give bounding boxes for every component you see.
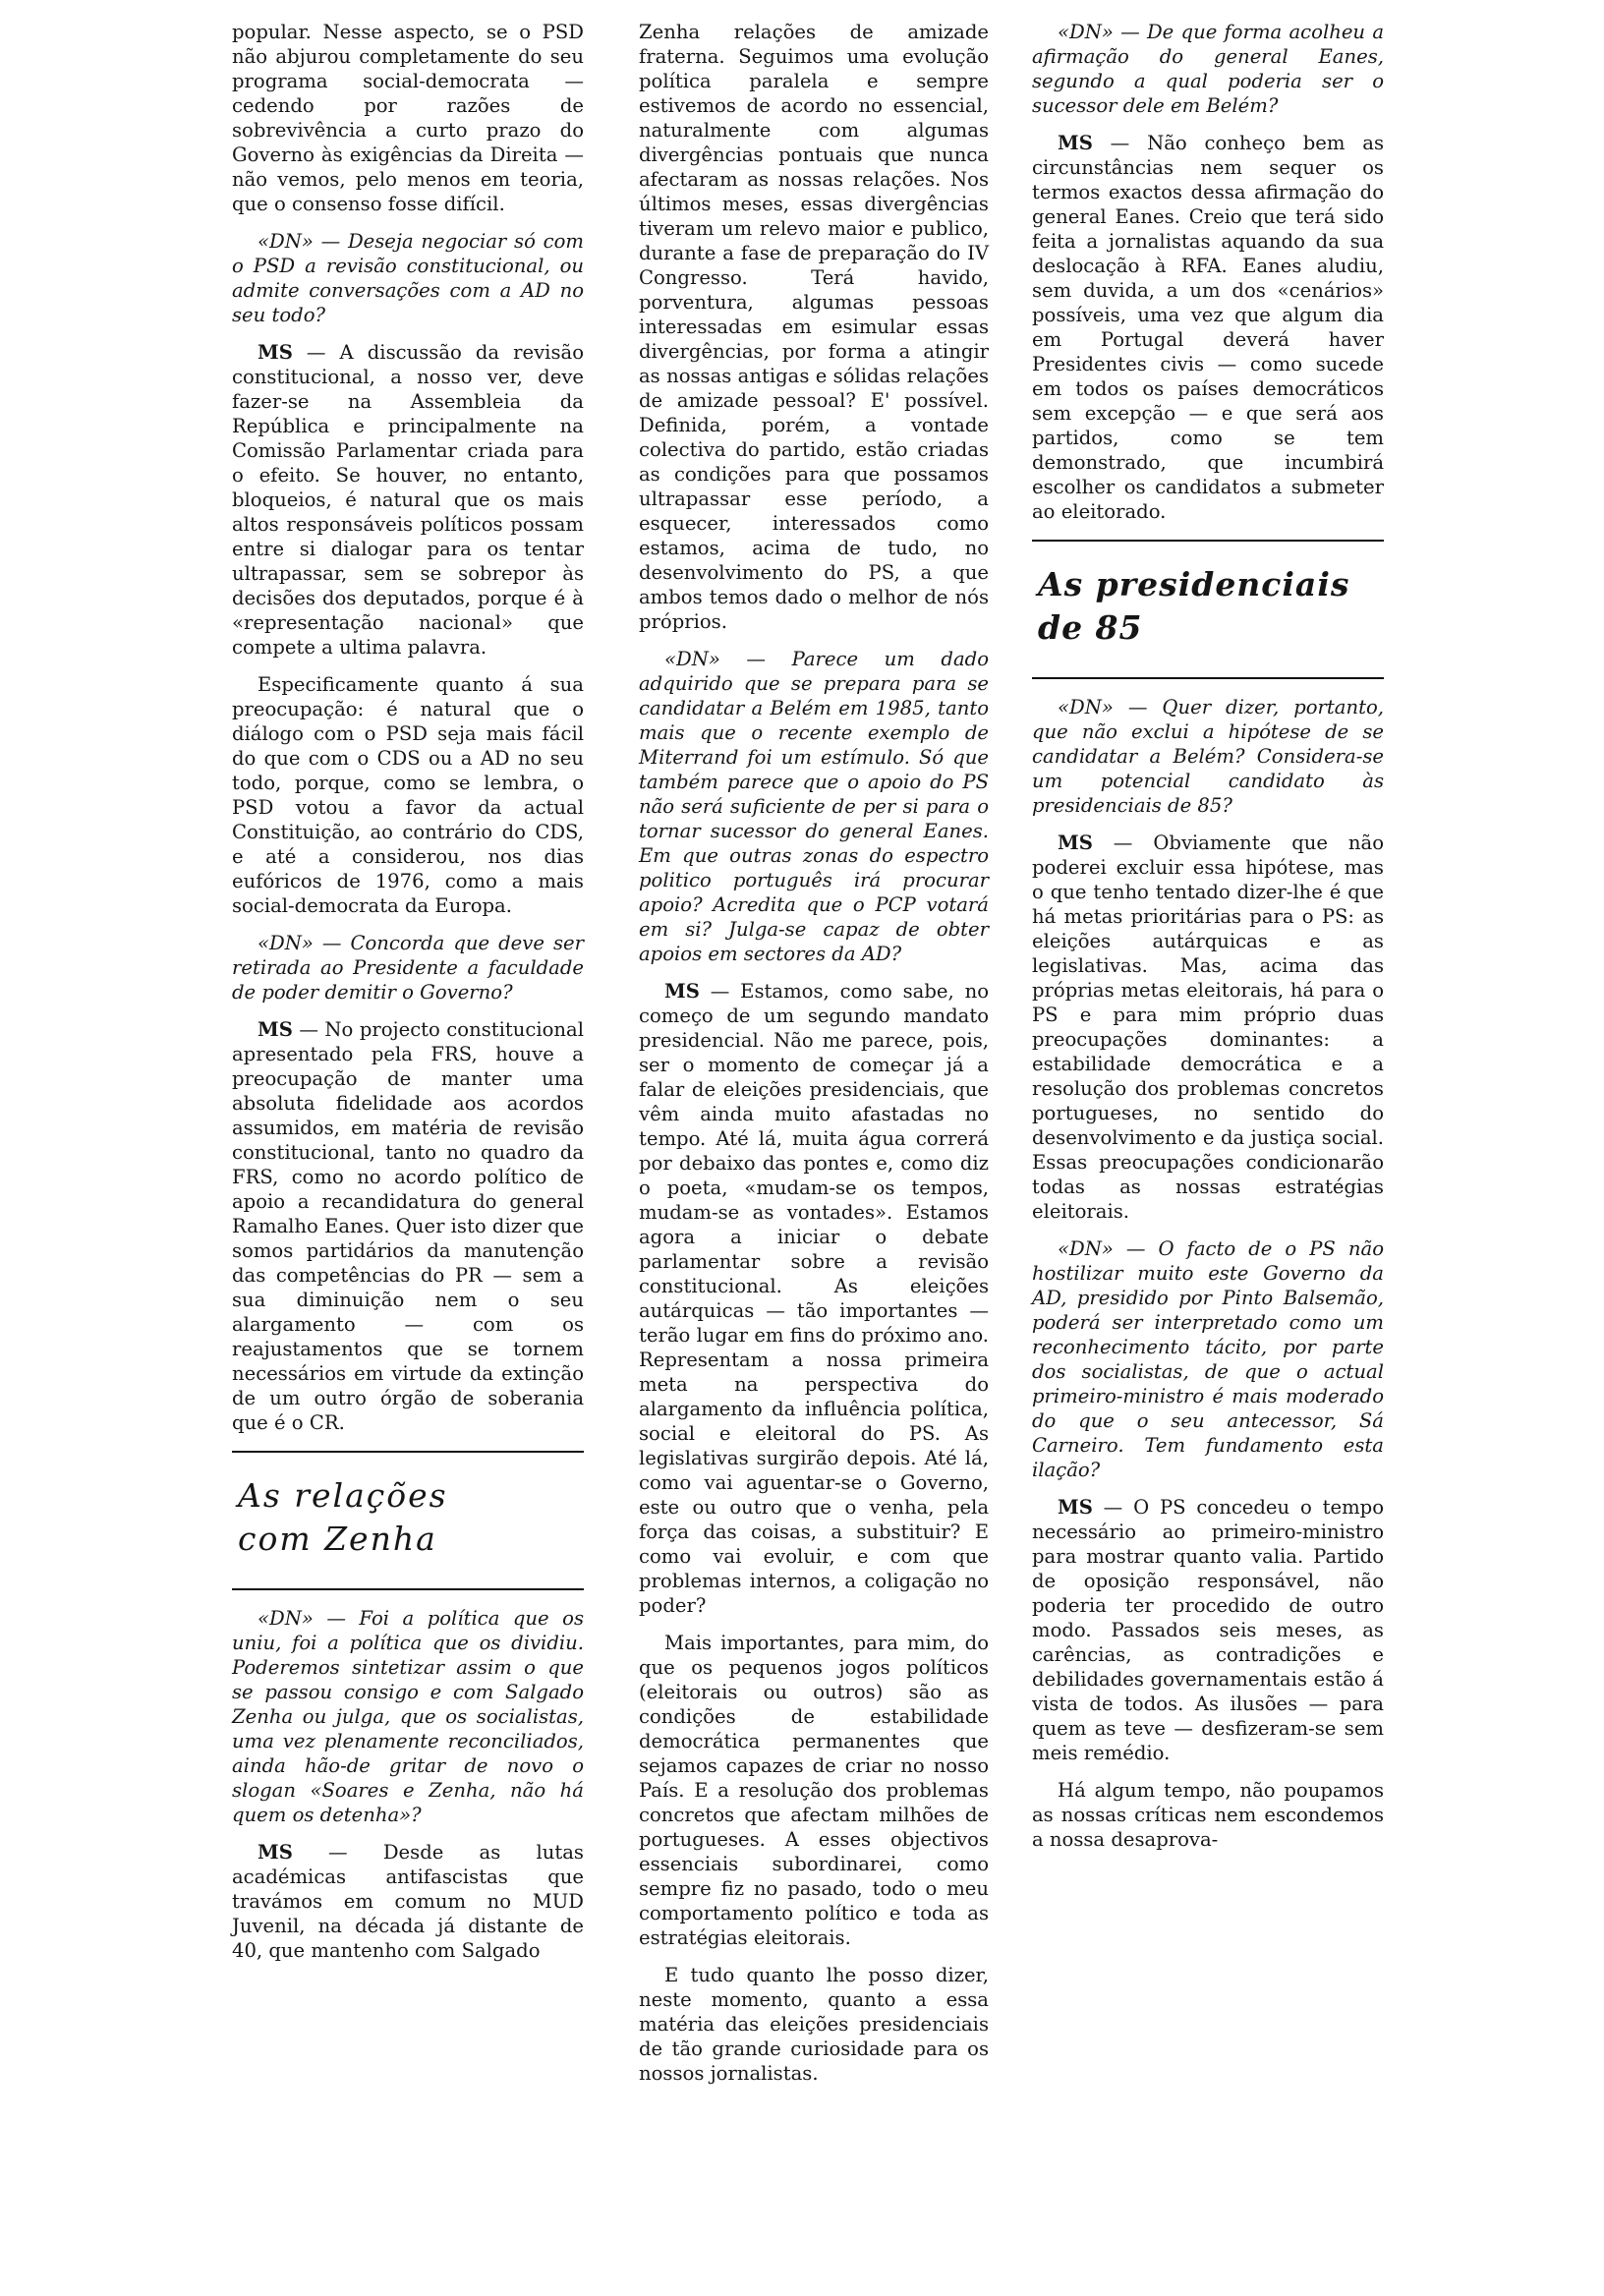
question-paragraph: «DN» — O facto de o PS não hostilizar muito este Governo da AD, presidido por Pinto Balsemão, poderá ser interpretado como um reconhecimento tácito, por parte dos socialistas, de que o actual primeiro-ministro é mais moderado do que o seu antecessor, Sá Carneiro. Tem fundamento esta ilação? [1032, 1237, 1384, 1481]
answer-paragraph: MS — O PS concedeu o tempo necessário ao primeiro-ministro para mostrar quanto valia. Partido de oposição responsável, não poderia ter procedido de outro modo. Passados seis meses, as carências, as contradições e debilidades governamentais estão á vista de todos. As ilusões — para quem as teve — desfizeram-se sem meis remédio. [1032, 1496, 1384, 1764]
heading-line: com Zenha [238, 1520, 437, 1558]
section-rule [232, 1451, 584, 1453]
paragraph: Há algum tempo, não poupamos as nossas críticas nem escondemos a nossa desaprova- [1032, 1779, 1384, 1851]
question-paragraph: «DN» — Foi a política que os uniu, foi a política que os dividiu. Poderemos sintetizar assim o que se passou consigo e com Salgado Zenha ou julga, que os socialistas, uma vez plenamente reconciliados, ainda hão-de gritar de novo o slogan «Soares e Zenha, não há quem os detenha»? [232, 1607, 584, 1826]
paragraph: E tudo quanto lhe posso dizer, neste momento, quanto a essa matéria das eleições presidenciais de tão grande curiosidade para os nossos jornalistas. [639, 1964, 989, 2085]
column-1 [232, 20, 584, 1976]
section-rule [232, 1588, 584, 1590]
paragraph: Zenha relações de amizade fraterna. Seguimos uma evolução política paralela e sempre estivemos de acordo no essencial, naturalmente com algumas divergências pontuais que nunca afectaram as nossas relações. Nos últimos meses, essas divergências tiveram um relevo maior e publico, durante a fase de preparação do IV Congresso. Terá havido, porventura, algumas pessoas interessadas em esimular essas divergências, por forma a atingir as nossas antigas e sólidas relações de amizade pessoal? E' possível. Definida, porém, a vontade colectiva do partido, estão criadas as condições para que possamos ultrapassar esse período, a esquecer, interessados como estamos, acima de tudo, no desenvolvimento do PS, a que ambos temos dado o melhor de nós próprios. [639, 21, 989, 633]
question-paragraph: «DN» — Quer dizer, portanto, que não exclui a hipótese de se candidatar a Belém? Considera-se um potencial candidato às presidenciais de 85? [1032, 696, 1384, 817]
answer-paragraph: MS — Estamos, como sabe, no começo de um segundo mandato presidencial. Não me parece, pois, ser o momento de começar já a falar de eleições presidenciais, que vêm ainda muito afastadas no tempo. Até lá, muita água correrá por debaixo das pontes e, como diz o poeta, «mudam-se os tempos, mudam-se as vontades». Estamos agora a iniciar o debate parlamentar sobre a revisão constitucional. As eleições autárquicas — tão importantes — terão lugar em fins do próximo ano. Representam a nossa primeira meta na perspectiva do alargamento da influência política, social e eleitoral do PS. As legislativas surgirão depois. Até lá, como vai aguentar-se o Governo, este ou outro que o venha, pela força das coisas, a substituir? E como vai evoluir, e com que problemas internos, a coligação no poder? [639, 980, 989, 1617]
paragraph: Especificamente quanto á sua preocupação: é natural que o diálogo com o PSD seja mais fácil do que com o CDS ou a AD no seu todo, porque, como se lembra, o PSD votou a favor da actual Constituição, ao contrário do CDS, e até a considerou, nos dias eufóricos de 1976, como a mais social-democrata da Europa. [232, 673, 584, 917]
column-3 [1032, 20, 1384, 1865]
heading-line: As presidenciais [1038, 565, 1350, 603]
answer-paragraph: MS — Desde as lutas académicas antifascistas que travámos em comum no MUD Juvenil, na década já distante de 40, que mantenho com Salgado [232, 1841, 584, 1962]
question-paragraph: «DN» — Parece um dado adquirido que se prepara para se candidatar a Belém em 1985, tanto mais que o recente exemplo de Miterrand foi um estímulo. Só que também parece que o apoio do PS não será suficiente de per si para o tornar sucessor do general Eanes. Em que outras zonas do espectro politico português irá procurar apoio? Acredita que o PCP votará em si? Julga-se capaz de obter apoios em sectores da AD? [639, 648, 989, 965]
section-rule [1032, 540, 1384, 542]
question-paragraph: «DN» — De que forma acolheu a afirmação do general Eanes, segundo a qual poderia ser o sucessor dele em Belém? [1032, 21, 1384, 117]
section-rule [1032, 677, 1384, 679]
answer-paragraph: MS — No projecto constitucional apresentado pela FRS, houve a preocupação de manter uma absoluta fidelidade aos acordos assumidos, em matéria de revisão constitucional, tanto no quadro da FRS, como no acordo político de apoio a recandidatura do general Ramalho Eanes. Quer isto dizer que somos partidários da manutenção das competências do PR — sem a sua diminuição nem o seu alargamento — com os reajustamentos que se tornem necessários em virtude da extinção de um outro órgão de soberania que é o CR. [232, 1018, 584, 1434]
question-paragraph: «DN» — Deseja negociar só com o PSD a revisão constitucional, ou admite conversações com a AD no seu todo? [232, 230, 584, 326]
section-heading [1038, 563, 1384, 650]
answer-paragraph: MS — A discussão da revisão constitucional, a nosso ver, deve fazer-se na Assembleia da República e principalmente na Comissão Parlamentar criada para o efeito. Se houver, no entanto, bloqueios, é natural que os mais altos responsáveis políticos possam entre si dialogar para os tentar ultrapassar, sem se sobrepor às decisões dos deputados, porque é à «representação nacional» que compete a ultima palavra. [232, 341, 584, 659]
paragraph: popular. Nesse aspecto, se o PSD não abjurou completamente do seu programa social-democrata — cedendo por razões de sobrevivência a curto prazo do Governo às exigências da Direita — não vemos, pelo menos em teoria, que o consenso fosse difícil. [232, 21, 584, 215]
answer-paragraph: MS — Não conheço bem as circunstâncias nem sequer os termos exactos dessa afirmação do general Eanes. Creio que terá sido feita a jornalistas aquando da sua deslocação à RFA. Eanes aludiu, sem duvida, a um dos «cenários» possíveis, uma vez que algum dia em Portugal deverá haver Presidentes civis — como sucede em todos os países democráticos sem excepção — e que será aos partidos, como se tem demonstrado, que incumbirá escolher os candidatos a submeter ao eleitorado. [1032, 132, 1384, 523]
column-2 [639, 20, 989, 2098]
section-heading [238, 1474, 584, 1561]
heading-line: As relações [238, 1476, 448, 1515]
heading-line: de 85 [1038, 608, 1143, 647]
answer-paragraph: MS — Obviamente que não poderei excluir essa hipótese, mas o que tenho tentado dizer-lhe é que há metas prioritárias para o PS: as eleições autárquicas e as legislativas. Mas, acima das próprias metas eleitorais, há para o PS e para mim próprio duas preocupações dominantes: a estabilidade democrática e a resolução dos problemas concretos portugueses, no sentido do desenvolvimento e da justiça social. Essas preocupações condicionarão todas as nossas estratégias eleitorais. [1032, 832, 1384, 1223]
question-paragraph: «DN» — Concorda que deve ser retirada ao Presidente a faculdade de poder demitir o Governo? [232, 932, 584, 1004]
paragraph: Mais importantes, para mim, do que os pequenos jogos políticos (eleitorais ou outros) são as condições de estabilidade democrática permanentes que sejamos capazes de criar no nosso País. E a resolução dos problemas concretos que afectam milhões de portugueses. A esses objectivos essenciais subordinarei, como sempre fiz no pasado, todo o meu comportamento político e toda as estratégias eleitorais. [639, 1632, 989, 1949]
